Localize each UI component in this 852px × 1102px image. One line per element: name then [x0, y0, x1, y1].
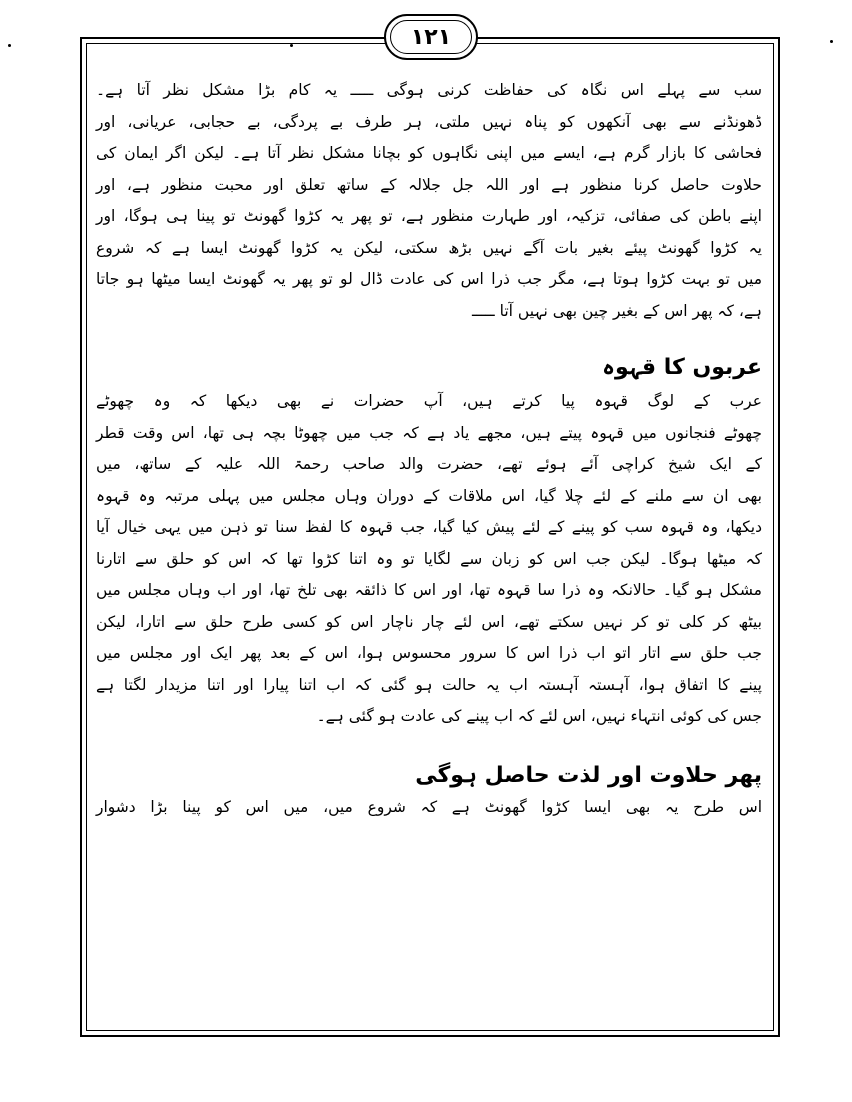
text-line: سب سے پہلے اس نگاہ کی حفاظت کرنی ہوگی ـــــ یہ کام بڑا مشکل نظر آتا ہے۔ — [96, 81, 762, 99]
paragraph-arab-coffee — [96, 386, 762, 733]
text-line: میں تو بہت کڑوا ہوتا ہے، مگر جب ذرا اس کی عادت ڈال لو تو پھر یہ گھونٹ ایسا میٹھا ہو جاتا — [96, 270, 762, 288]
text-line: ہے، کہ پھر اس کے بغیر چین بھی نہیں آتا ـــــ — [472, 301, 762, 320]
page-number-badge — [384, 14, 478, 60]
section-heading-sweetness: پھر حلاوت اور لذت حاصل ہوگی — [415, 762, 762, 788]
page-number: ١٢١ — [410, 24, 452, 50]
text-line: حلاوت حاصل کرنا منظور ہے اور اللہ جل جلالہ کے ساتھ تعلق اور محبت منظور ہے، اور — [96, 175, 762, 194]
text-line: پینے کا اتفاق ہوا، آہستہ آہستہ اب یہ حالت ہو گئی کہ اب اتنا پیارا اور اتنا مزیدار لگتا ہے — [96, 675, 762, 694]
section-heading-arab-coffee: عربوں کا قہوہ — [602, 355, 762, 380]
text-line: ڈھونڈنے سے بھی آنکھوں کو پناہ نہیں ملتی، ہر طرف بے پردگی، بے حجابی، عریانی، اور — [96, 112, 762, 131]
scan-dot-mark — [8, 44, 11, 47]
scan-dot-mark — [830, 40, 833, 43]
text-line: کے ایک شیخ کراچی آئے ہوئے تھے، حضرت والد صاحب رحمۃ اللہ علیہ کے ساتھ، میں — [96, 455, 762, 473]
text-line: جب حلق سے اتار اتو اب ذرا اس کا سرور محسوس ہوا، اس کے بعد پھر ایک اور مجلس میں — [96, 644, 762, 662]
page-body — [96, 75, 762, 823]
text-line: بھی ان سے ملنے کے لئے چلا گیا، اس ملاقات کے دوران وہاں مجلس میں پہلی مرتبہ وہ قہوہ — [96, 486, 762, 505]
text-line: اپنے باطن کی صفائی، تزکیہ، اور طہارت منظور ہے، تو پھر یہ کڑوا گھونٹ تو پینا ہی ہوگا، اور — [96, 207, 762, 225]
text-line: مشکل ہو گیا۔ حالانکہ وہ ذرا سا قہوہ تھا، اور اس کا ذائقہ بھی تلخ تھا، اور اب وہاں مجلس میں — [96, 581, 762, 599]
paragraph-intro — [96, 75, 762, 327]
text-line: دیکھا، وہ قہوہ سب کو پینے کے لئے پیش کیا گیا، جب قہوہ کا لفظ سنا تو ذہن میں یہی خیال آیا — [96, 518, 762, 536]
text-line: جس کی کوئی انتہاء نہیں، اس لئے کہ اب پینے کی عادت ہو گئی ہے۔ — [316, 707, 762, 725]
text-line: فحاشی کا بازار گرم ہے، ایسے میں اپنی نگاہوں کو بچانا مشکل نظر آتا ہے۔ لیکن اگر ایمان کی — [96, 144, 762, 162]
text-line: بیٹھ کر کلی تو کر نہیں سکتے تھے، اس لئے چار ناچار اس کو کسی طرح حلق سے اتارا، لیکن — [96, 612, 762, 631]
scan-dot-mark — [290, 44, 293, 47]
text-line: چھوٹے فنجانوں میں قہوہ پیتے ہیں، مجھے یاد ہے کہ جب میں چھوٹا بچہ ہی تھا، اس وقت قطر — [96, 423, 762, 442]
text-line: اس طرح یہ بھی ایسا کڑوا گھونٹ ہے کہ شروع میں، میں اس کو پینا بڑا دشوار — [96, 797, 762, 816]
text-line: عرب کے لوگ قہوہ پیا کرتے ہیں، آپ حضرات نے بھی دیکھا کہ وہ چھوٹے — [96, 392, 762, 410]
text-line: کہ میٹھا ہوگا۔ لیکن جب اس کو زبان سے لگایا تو وہ اتنا کڑوا تھا کہ اس کو حلق سے اتارنا — [96, 549, 762, 568]
paragraph-conclusion — [96, 792, 762, 824]
text-line: یہ کڑوا گھونٹ پیئے بغیر بات آگے نہیں بڑھ سکتی، لیکن یہ کڑوا گھونٹ ایسا ہے کہ شروع — [96, 238, 762, 257]
